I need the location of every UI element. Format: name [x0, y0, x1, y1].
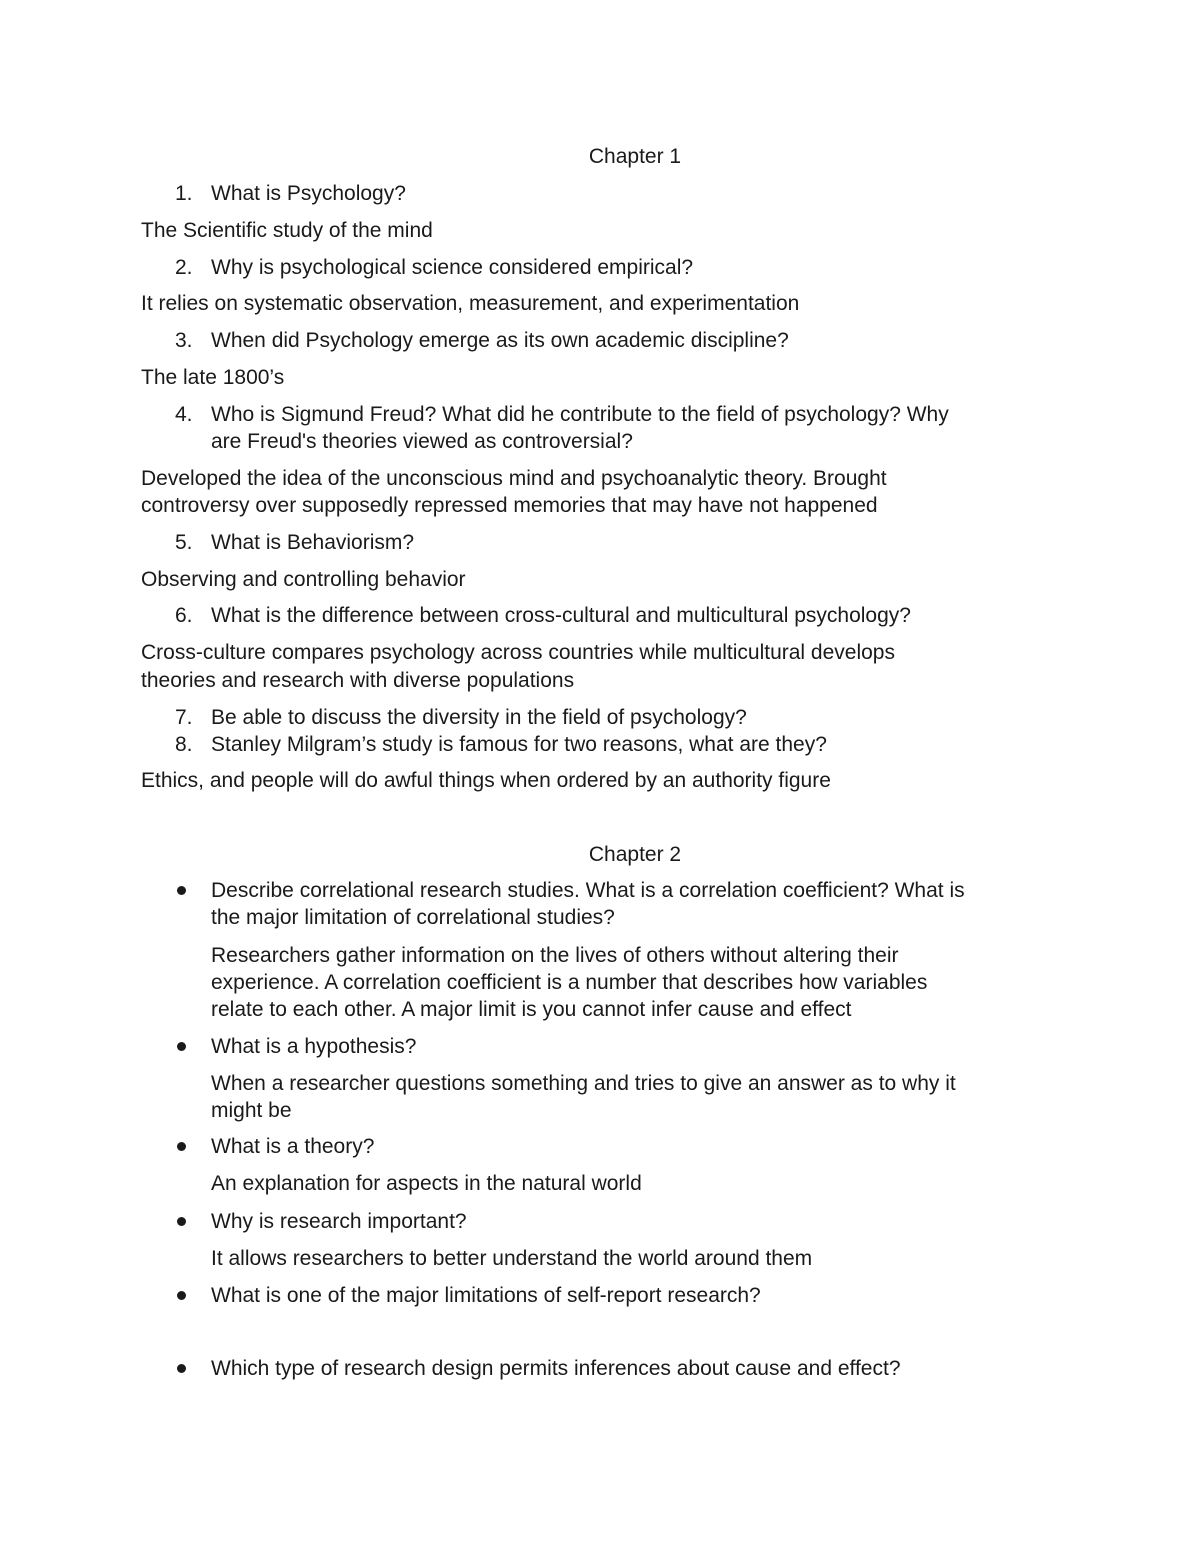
question-text: Why is research important? — [211, 1210, 467, 1233]
answer-text: It allows researchers to better understand the world around them — [211, 1247, 813, 1270]
question-text: Stanley Milgram’s study is famous for two reasons, what are they? — [211, 733, 827, 756]
question-text: Which type of research design permits inferences about cause and effect? — [211, 1357, 901, 1380]
answer-text: The Scientific study of the mind — [141, 219, 433, 242]
question-text: What is Psychology? — [211, 182, 406, 205]
answer-text: It relies on systematic observation, measurement, and experimentation — [141, 292, 800, 315]
question-text: Be able to discuss the diversity in the field of psychology? — [211, 706, 747, 729]
bullet-icon — [177, 1291, 186, 1300]
chapter-1-heading: Chapter 1 — [588, 145, 682, 168]
answer-text: The late 1800’s — [141, 366, 285, 389]
answer-text: Developed the idea of the unconscious mind and psychoanalytic theory. Brought — [141, 467, 887, 490]
answer-text: An explanation for aspects in the natural world — [211, 1172, 642, 1195]
bullet-icon — [177, 886, 186, 895]
answer-text: Observing and controlling behavior — [141, 568, 466, 591]
answer-text: controversy over supposedly repressed memories that may have not happened — [141, 494, 878, 517]
question-text: What is a hypothesis? — [211, 1035, 417, 1058]
bullet-icon — [177, 1042, 186, 1051]
chapter-2-heading: Chapter 2 — [588, 843, 682, 866]
question-text: What is one of the major limitations of self-report research? — [211, 1284, 761, 1307]
list-number: 5. — [175, 531, 193, 554]
list-number: 4. — [175, 403, 193, 426]
answer-text: might be — [211, 1099, 292, 1122]
question-text: What is Behaviorism? — [211, 531, 415, 554]
bullet-icon — [177, 1217, 186, 1226]
bullet-icon — [177, 1364, 186, 1373]
answer-text: Researchers gather information on the lives of others without altering their — [211, 944, 899, 967]
list-number: 8. — [175, 733, 193, 756]
list-number: 1. — [175, 182, 193, 205]
bullet-icon — [177, 1142, 186, 1151]
question-text: What is the difference between cross-cultural and multicultural psychology? — [211, 604, 911, 627]
question-text: are Freud's theories viewed as controversial? — [211, 430, 633, 453]
question-text: the major limitation of correlational studies? — [211, 906, 615, 929]
answer-text: When a researcher questions something and tries to give an answer as to why it — [211, 1072, 956, 1095]
answer-text: Ethics, and people will do awful things when ordered by an authority figure — [141, 769, 831, 792]
question-text: Who is Sigmund Freud? What did he contribute to the field of psychology? Why — [211, 403, 949, 426]
answer-text: relate to each other. A major limit is you cannot infer cause and effect — [211, 998, 852, 1021]
answer-text: Cross-culture compares psychology across countries while multicultural develops — [141, 641, 895, 664]
question-text: When did Psychology emerge as its own academic discipline? — [211, 329, 789, 352]
list-number: 6. — [175, 604, 193, 627]
list-number: 3. — [175, 329, 193, 352]
question-text: Describe correlational research studies. What is a correlation coefficient? What is — [211, 879, 965, 902]
question-text: What is a theory? — [211, 1135, 375, 1158]
question-text: Why is psychological science considered empirical? — [211, 256, 694, 279]
answer-text: theories and research with diverse populations — [141, 669, 575, 692]
list-number: 7. — [175, 706, 193, 729]
list-number: 2. — [175, 256, 193, 279]
answer-text: experience. A correlation coefficient is a number that describes how variables — [211, 971, 928, 994]
